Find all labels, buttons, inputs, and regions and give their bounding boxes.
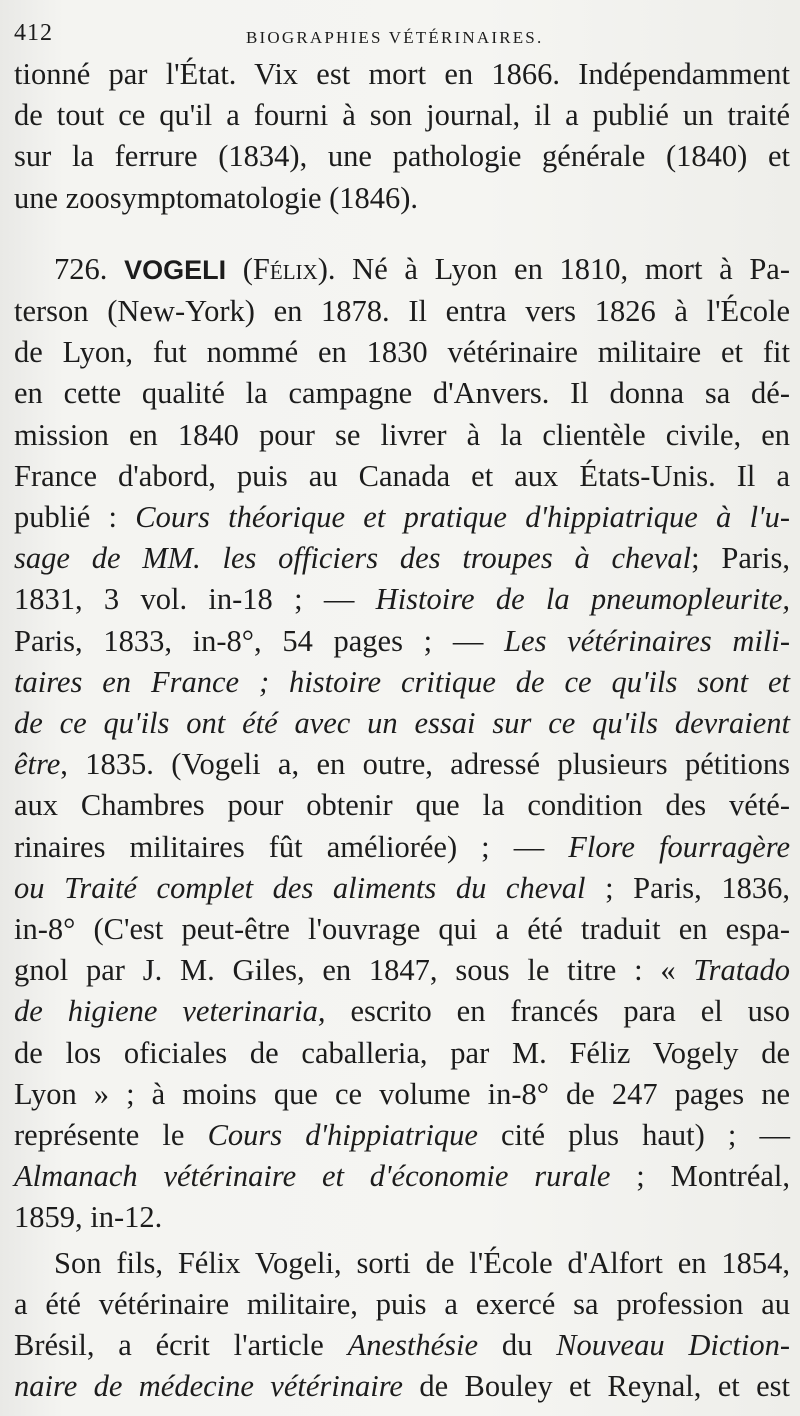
text-line [14, 497, 790, 538]
text-line: mission en 1840 pour se livrer à la clientèle civile, en [14, 417, 790, 452]
italic-title: Almanach vétérinaire et d'économie rurale [14, 1159, 611, 1194]
text-segment: 1831, 3 vol. in-18 ; — [14, 582, 355, 617]
text-segment: ; Paris, [691, 541, 790, 576]
text-line: terson (New-York) en 1878. Il entra vers 1826 à l'École [14, 294, 790, 329]
italic-title: Nouveau Diction- [556, 1328, 791, 1363]
italic-title: sage de MM. les officiers des troupes à cheval [14, 541, 692, 576]
text-line: France d'abord, puis au Canada et aux États-Unis. Il a [14, 458, 790, 493]
text-segment: cité plus haut) ; — [500, 1118, 790, 1153]
italic-title: taires en France ; histoire critique de ce qu'ils sont et [14, 664, 790, 699]
text-line: in-8° (C'est peut-être l'ouvrage qui a été traduit en espa- [14, 912, 790, 947]
text-line [14, 621, 790, 662]
italic-title: Histoire de la pneumopleurite, [375, 582, 790, 617]
text-segment: rinaires militaires fût améliorée) ; — [14, 829, 545, 864]
running-header [14, 14, 790, 54]
text-segment: du [501, 1328, 533, 1363]
text-line: en cette qualité la campagne d'Anvers. Il donna sa dé- [14, 376, 790, 411]
entry-heading-line [14, 249, 790, 291]
entry-vogeli [14, 249, 790, 1239]
text-line [14, 950, 790, 991]
text-segment: ; Montréal, [636, 1159, 791, 1194]
text-segment: gnol par J. M. Giles, en 1847, sous le titre : « [14, 953, 676, 988]
text-segment: Brésil, a écrit l'article [14, 1328, 324, 1363]
text-line [14, 1115, 790, 1156]
text-line: de tout ce qu'il a fourni à son journal, il a publié un traité [14, 98, 790, 133]
paragraph-son [14, 1243, 790, 1408]
text-segment: publié : [14, 500, 117, 535]
text-line [14, 703, 790, 744]
italic-title: Anesthésie [347, 1328, 479, 1363]
text-line [14, 991, 790, 1032]
text-line [14, 662, 790, 703]
italic-title: de ce qu'ils ont été avec un essai sur ce qu'ils devraient [14, 706, 790, 741]
text-segment: escrito en francés para el uso [350, 994, 790, 1029]
text-line [14, 1156, 790, 1197]
text-line: de Lyon, fut nommé en 1830 vétérinaire militaire et fit [14, 335, 790, 370]
text-line: sur la ferrure (1834), une pathologie générale (1840) et [14, 139, 790, 174]
text-line [14, 827, 790, 868]
text-line [14, 744, 790, 785]
italic-title: naire de médecine vétérinaire [14, 1369, 403, 1404]
text-line [14, 579, 790, 620]
text-line: 1859, in-12. [14, 1200, 163, 1235]
running-title: BIOGRAPHIES VÉTÉRINAIRES. [246, 28, 544, 47]
text-line: aux Chambres pour obtenir que la condition des vété- [14, 788, 790, 823]
page-number: 412 [14, 20, 53, 46]
text-line: de los oficiales de caballeria, par M. Féliz Vogely de [14, 1035, 790, 1070]
italic-title: Flore fourragère [568, 829, 791, 864]
text-line [14, 1325, 790, 1366]
paragraph-continuation [14, 54, 790, 219]
text-segment: ; Paris, 1836, [605, 870, 791, 905]
italic-title: Les vétérinaires mili- [504, 623, 791, 658]
text-segment: Paris, 1833, in-8°, 54 pages ; — [14, 623, 484, 658]
text-line [14, 868, 790, 909]
text-line: Son fils, Félix Vogeli, sorti de l'École d'Alfort en 1854, [54, 1245, 790, 1280]
italic-title: Tratado [693, 953, 791, 988]
entry-name: VOGELI [124, 254, 227, 285]
italic-title: être [14, 747, 61, 782]
text-segment: de Bouley et Reynal, et est [419, 1369, 790, 1404]
text-line [14, 1366, 790, 1407]
text-line: une zoosymptomatologie (1846). [14, 180, 419, 215]
text-line [14, 538, 790, 579]
entry-firstname: (Félix). [242, 251, 336, 286]
paragraph-gap [14, 219, 790, 249]
italic-title: Cours d'hippiatrique [207, 1118, 478, 1153]
italic-title: ou Traité complet des aliments du cheval [14, 870, 586, 905]
entry-line1-rest: Né à Lyon en 1810, mort à Pa- [352, 251, 790, 286]
text-line: a été vétérinaire militaire, puis a exercé sa profession au [14, 1286, 790, 1321]
text-segment: représente le [14, 1118, 185, 1153]
entry-number: 726. [54, 251, 108, 286]
italic-title: Cours théorique et pratique d'hippiatrique à l'u- [135, 500, 790, 535]
text-line: tionné par l'État. Vix est mort en 1866. Indépendamment [14, 57, 790, 91]
italic-title: de higiene veterinaria, [14, 994, 326, 1029]
text-line: Lyon » ; à moins que ce volume in-8° de 247 pages ne [14, 1076, 790, 1111]
body-text [14, 54, 790, 1408]
text-segment: , 1835. (Vogeli a, en outre, adressé plusieurs pétitions [60, 747, 790, 782]
